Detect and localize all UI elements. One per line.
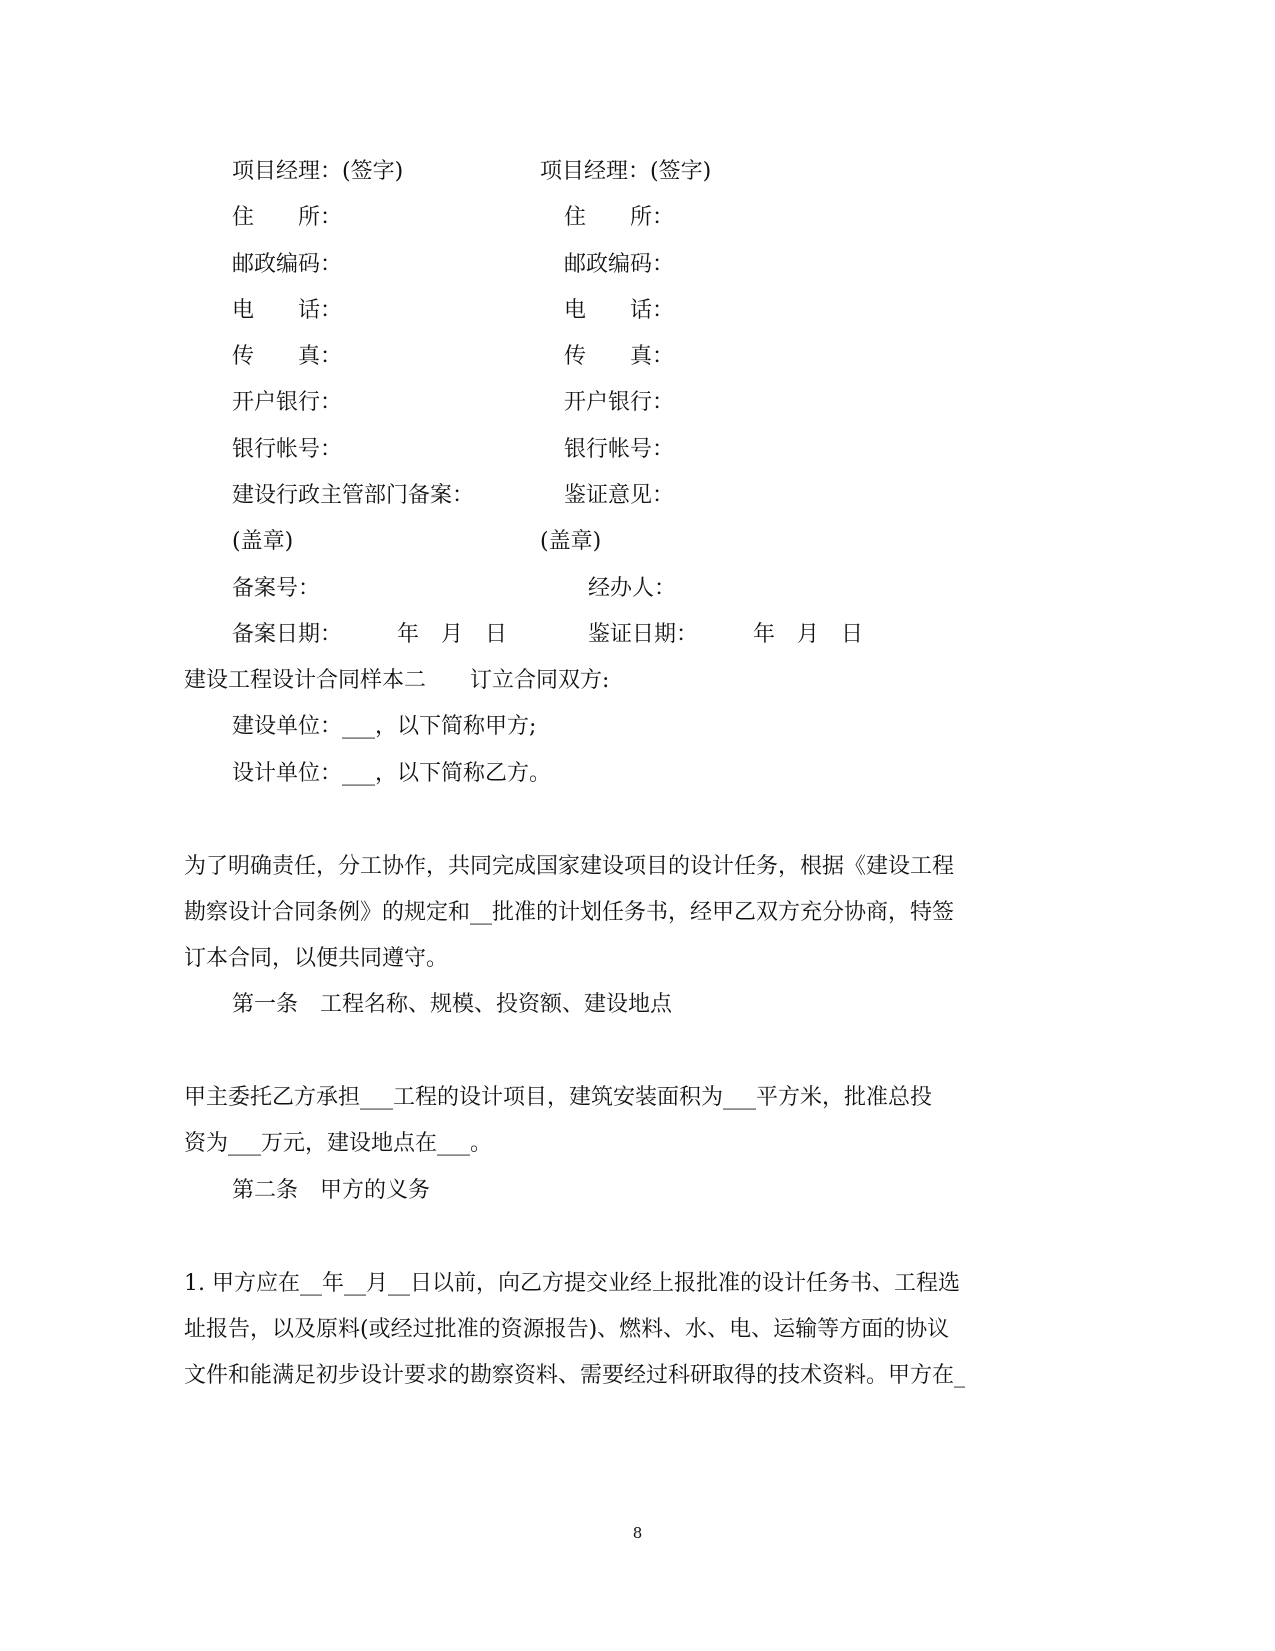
left-bank: 开户银行： <box>232 390 343 415</box>
intro-line: 订本合同，以便共同遵守。 <box>184 946 449 971</box>
left-record-date: 备案日期： 年 月 日 <box>232 622 508 647</box>
contract-heading: 建设工程设计合同样本二 订立合同双方: <box>184 668 610 693</box>
right-bank-account: 银行帐号： <box>564 437 675 462</box>
party-b-line: 设计单位：___，以下简称乙方。 <box>232 761 552 786</box>
page-number: 8 <box>632 1524 643 1542</box>
article-1-line: 甲主委托乙方承担___工程的设计项目，建筑安装面积为___平方米，批准总投 <box>184 1085 933 1110</box>
article-2-line: 址报告，以及原料(或经过批准的资源报告)、燃料、水、电、运输等方面的协议 <box>184 1317 950 1342</box>
article-1-line: 资为___万元，建设地点在___。 <box>184 1131 493 1156</box>
article-2-title: 第二条 甲方的义务 <box>232 1178 431 1203</box>
left-record-number: 备案号： <box>232 576 321 601</box>
right-address: 住 所： <box>564 205 675 230</box>
left-bank-account: 银行帐号： <box>232 437 343 462</box>
right-project-manager: 项目经理：(签字) <box>540 159 712 184</box>
right-verification-date: 鉴证日期： 年 月 日 <box>588 622 864 647</box>
left-phone: 电 话： <box>232 298 343 323</box>
intro-line: 为了明确责任，分工协作，共同完成国家建设项目的设计任务，根据《建设工程 <box>184 854 955 879</box>
right-phone: 电 话： <box>564 298 675 323</box>
article-1-title: 第一条 工程名称、规模、投资额、建设地点 <box>232 992 673 1017</box>
left-project-manager: 项目经理：(签字) <box>232 159 404 184</box>
article-2-line: 文件和能满足初步设计要求的勘察资料、需要经过科研取得的技术资料。甲方在_ <box>184 1363 966 1388</box>
party-a-line: 建设单位：___，以下简称甲方; <box>232 714 537 739</box>
right-seal: (盖章) <box>540 529 602 554</box>
left-fax: 传 真： <box>232 344 343 369</box>
left-seal: (盖章) <box>232 529 294 554</box>
left-postal-code: 邮政编码： <box>232 252 343 277</box>
right-bank: 开户银行： <box>564 390 675 415</box>
intro-line: 勘察设计合同条例》的规定和__批准的计划任务书，经甲乙双方充分协商，特签 <box>184 900 955 925</box>
article-2-line: 1. 甲方应在__年__月__日以前，向乙方提交业经上报批准的设计任务书、工程选 <box>184 1271 960 1296</box>
right-fax: 传 真： <box>564 344 675 369</box>
left-address: 住 所： <box>232 205 343 230</box>
left-authority-record: 建设行政主管部门备案： <box>232 483 475 508</box>
right-verification-opinion: 鉴证意见： <box>564 483 675 508</box>
right-handler: 经办人： <box>588 576 677 601</box>
right-postal-code: 邮政编码： <box>564 252 675 277</box>
